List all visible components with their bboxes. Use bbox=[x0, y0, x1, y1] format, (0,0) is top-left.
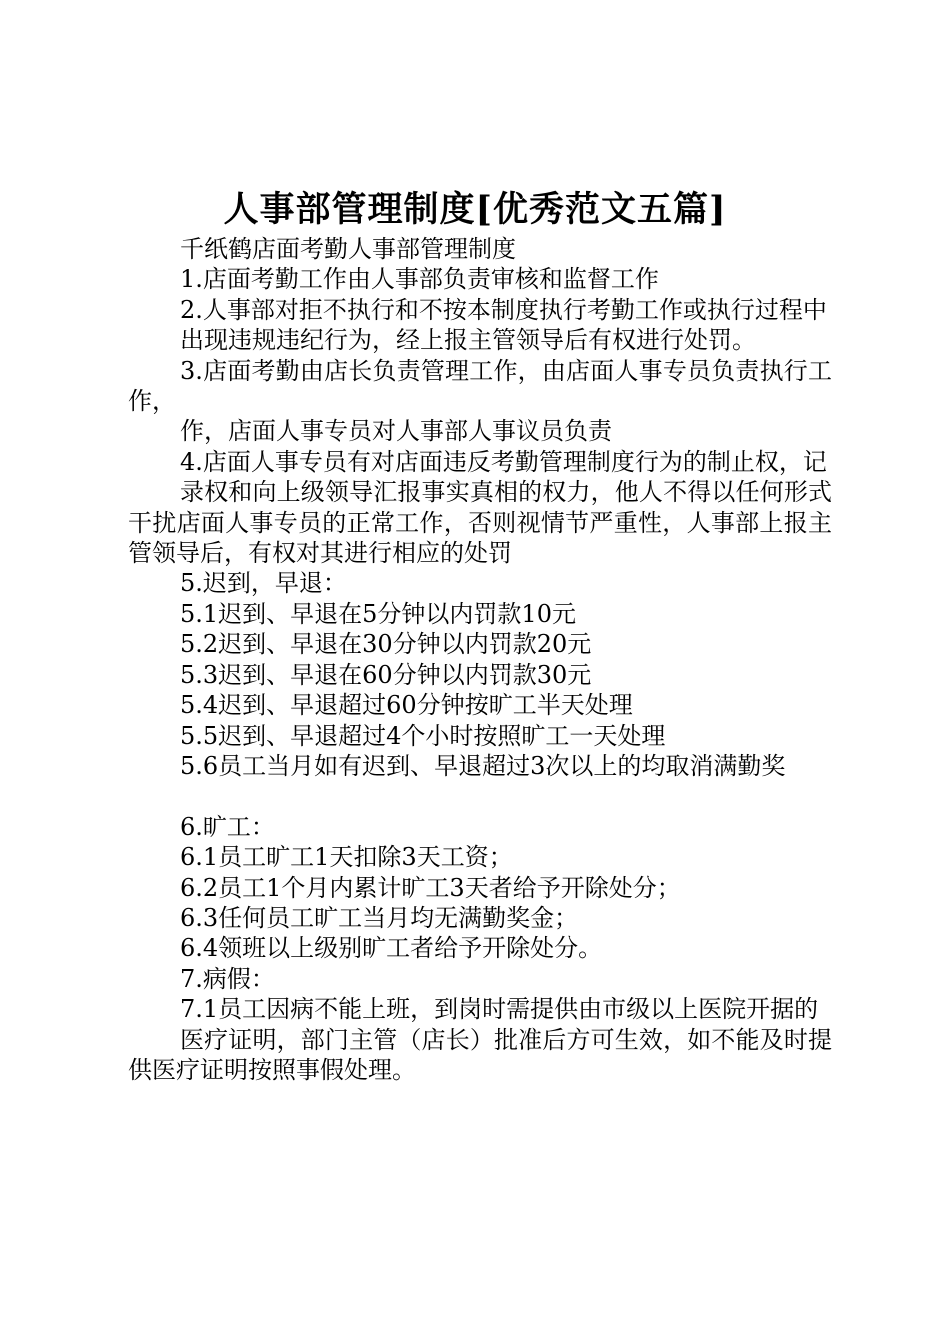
paragraph-section-7: 7.病假： bbox=[180, 964, 275, 993]
paragraph-subtitle: 千纸鹤店面考勤人事部管理制度 bbox=[180, 235, 516, 263]
paragraph-rule-4: 4.店面人事专员有对店面违反考勤管理制度行为的制止权，记 bbox=[180, 447, 827, 476]
document-title: 人事部管理制度[优秀范文五篇] bbox=[223, 189, 727, 230]
paragraph-rule-6-1: 6.1员工旷工1天扣除3天工资； bbox=[180, 843, 513, 872]
paragraph-rule-6-3: 6.3任何员工旷工当月均无满勤奖金； bbox=[180, 903, 579, 932]
paragraph-rule-2: 2.人事部对拒不执行和不按本制度执行考勤工作或执行过程中 bbox=[180, 295, 827, 324]
paragraph-rule-6-2: 6.2员工1个月内累计旷工3天者给予开除处分； bbox=[180, 873, 681, 902]
document-body bbox=[128, 234, 832, 1085]
blank-line bbox=[128, 781, 832, 811]
paragraph-rule-5-1: 5.1迟到、早退在5分钟以内罚款10元 bbox=[180, 599, 576, 628]
paragraph-rule-1: 1.店面考勤工作由人事部负责审核和监督工作 bbox=[180, 265, 659, 294]
paragraph-rule-5-5: 5.5迟到、早退超过4个小时按照旷工一天处理 bbox=[180, 721, 666, 750]
paragraph-rule-5-4: 5.4迟到、早退超过60分钟按旷工半天处理 bbox=[180, 691, 633, 720]
paragraph-section-5: 5.迟到，早退： bbox=[180, 569, 347, 598]
paragraph-rule-3: 3.店面考勤由店长负责管理工作，由店面人事专员负责执行工作， bbox=[128, 356, 832, 416]
paragraph-rule-2-cont: 出现违规违纪行为，经上报主管领导后有权进行处罚。 bbox=[180, 326, 756, 355]
paragraph-rule-3-cont: 作，店面人事专员对人事部人事议员负责 bbox=[180, 417, 612, 446]
paragraph-rule-5-2: 5.2迟到、早退在30分钟以内罚款20元 bbox=[180, 630, 592, 659]
paragraph-rule-6-4: 6.4领班以上级别旷工者给予开除处分。 bbox=[180, 934, 603, 963]
paragraph-section-6: 6.旷工： bbox=[180, 812, 275, 841]
paragraph-rule-7-1-cont: 医疗证明，部门主管（店长）批准后方可生效，如不能及时提供医疗证明按照事假处理。 bbox=[128, 1025, 832, 1084]
paragraph-rule-4-cont: 录权和向上级领导汇报事实真相的权力，他人不得以任何形式干扰店面人事专员的正常工作，否则视情节严重性，人事部上报主管领导后，有权对其进行相应的处罚 bbox=[128, 478, 832, 568]
paragraph-rule-5-6: 5.6员工当月如有迟到、早退超过3次以上的均取消满勤奖 bbox=[180, 751, 786, 780]
paragraph-rule-5-3: 5.3迟到、早退在60分钟以内罚款30元 bbox=[180, 660, 592, 689]
paragraph-rule-7-1: 7.1员工因病不能上班，到岗时需提供由市级以上医院开据的 bbox=[180, 995, 819, 1024]
